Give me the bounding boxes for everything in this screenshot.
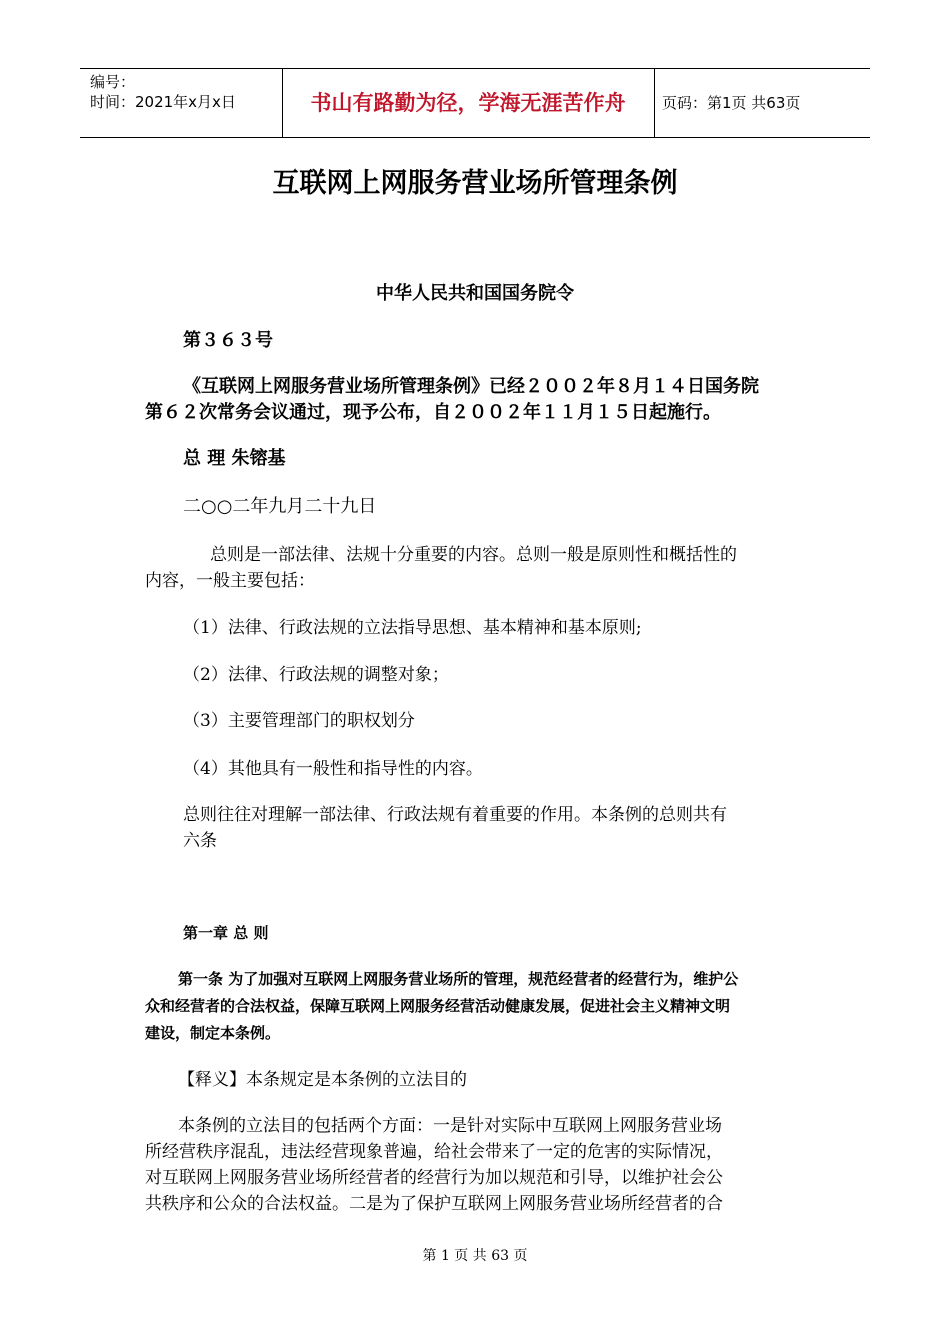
page-footer: 第 1 页 共 63 页 [422, 1248, 528, 1264]
summary-line-2: 六条 [183, 831, 217, 851]
summary-line-1: 总则往往对理解一部法律、行政法规有着重要的作用。本条例的总则共有 [183, 805, 727, 825]
explanation-line-1: 本条例的立法目的包括两个方面：一是针对实际中互联网上网服务营业场 [178, 1116, 722, 1136]
article-1-line-2: 众和经营者的合法权益，保障互联网上网服务经营活动健康发展，促进社会主义精神文明 [145, 997, 731, 1015]
premier-signature: 总 理 朱镕基 [183, 448, 286, 469]
list-item: （2）法律、行政法规的调整对象； [183, 665, 449, 685]
intro-line-2: 内容，一般主要包括： [145, 571, 315, 591]
number-label: 编号： [90, 73, 136, 91]
chapter-heading: 第一章 总 则 [183, 924, 269, 942]
header-info-cell [80, 69, 283, 137]
intro-line-1: 总则是一部法律、法规十分重要的内容。总则一般是原则性和概括性的 [210, 545, 737, 565]
list-item: （4）其他具有一般性和指导性的内容。 [183, 759, 483, 779]
explanation-line-2: 所经营秩序混乱，违法经营现象普遍，给社会带来了一定的危害的实际情况， [145, 1142, 723, 1162]
document-title: 互联网上网服务营业场所管理条例 [272, 168, 678, 199]
announcement-line-1: 《互联网上网服务营业场所管理条例》已经２００２年８月１４日国务院 [183, 376, 759, 397]
explanation-line-4: 共秩序和公众的合法权益。二是为了保护互联网上网服务营业场所经营者的合 [145, 1194, 723, 1214]
explanation-line-3: 对互联网上网服务营业场所经营者的经营行为加以规范和引导，以维护社会公 [145, 1168, 723, 1188]
header-motto-cell [282, 69, 655, 137]
time-label: 时间：2021年x月x日 [90, 93, 236, 111]
decree-heading: 中华人民共和国国务院令 [376, 283, 574, 304]
header-page-cell [654, 69, 870, 137]
page-info: 页码：第1页 共63页 [662, 94, 801, 112]
decree-date: 二○○二年九月二十九日 [183, 496, 377, 517]
article-1-line-1: 第一条 为了加强对互联网上网服务营业场所的管理，规范经营者的经营行为，维护公 [178, 970, 739, 988]
announcement-line-2: 第６２次常务会议通过，现予公布，自２００２年１１月１５日起施行。 [145, 402, 721, 423]
article-1-line-3: 建设，制定本条例。 [145, 1024, 281, 1042]
decree-number: 第３６３号 [183, 330, 273, 351]
header-table [80, 68, 870, 138]
list-item: （3）主要管理部门的职权划分 [183, 711, 415, 731]
list-item: （1）法律、行政法规的立法指导思想、基本精神和基本原则; [183, 618, 642, 638]
motto: 书山有路勤为径，学海无涯苦作舟 [310, 91, 626, 115]
interpretation-heading: 【释义】本条规定是本条例的立法目的 [178, 1070, 467, 1090]
